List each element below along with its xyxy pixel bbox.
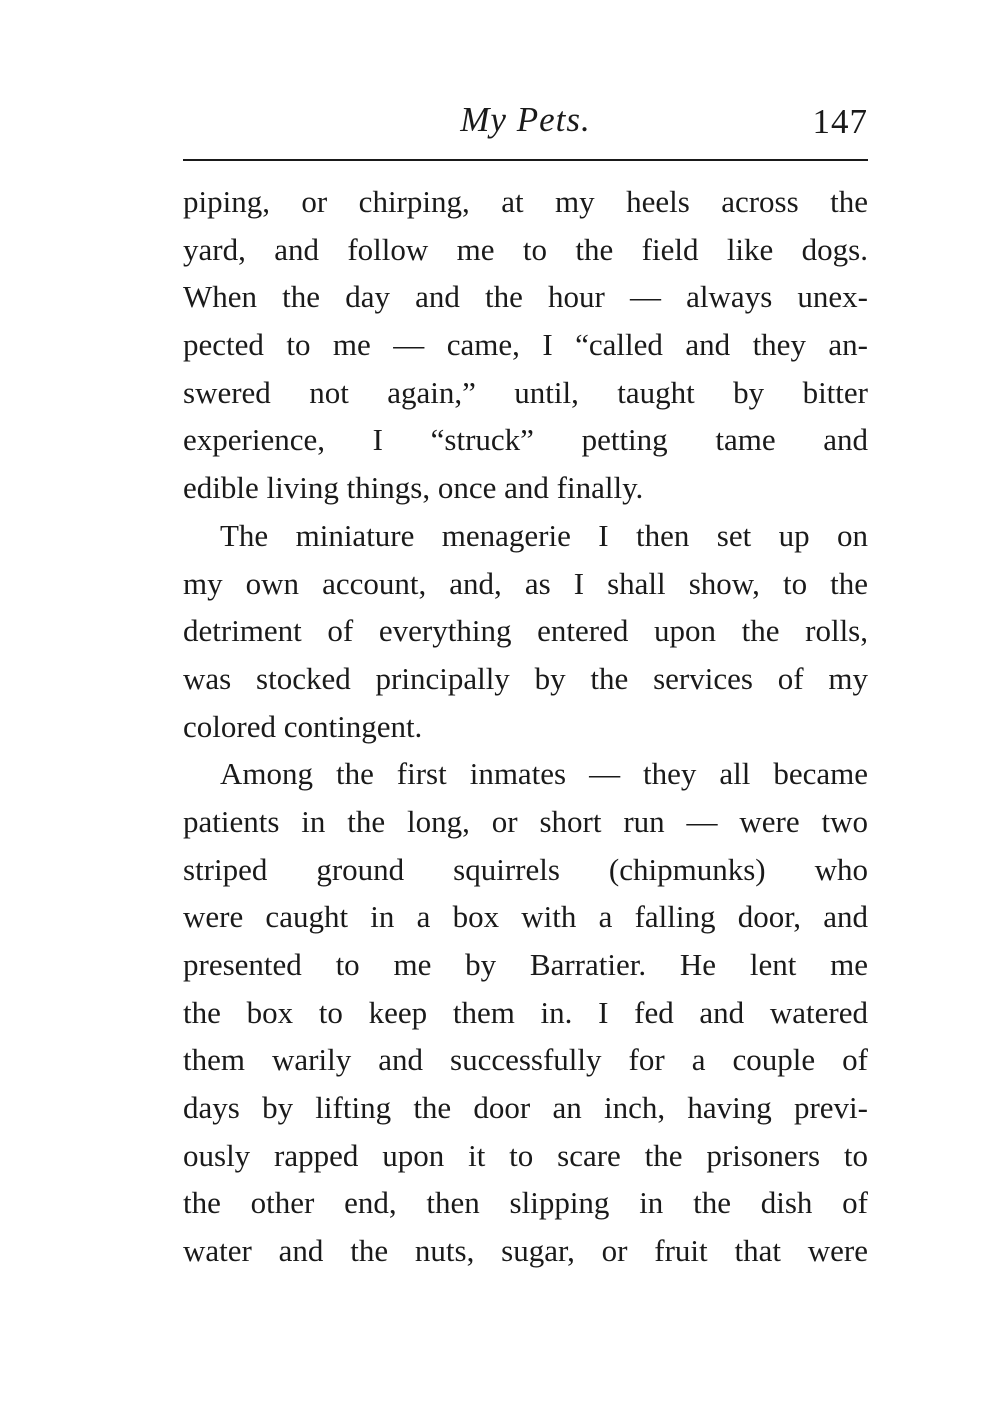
text-line: When the day and the hour — always unex- — [183, 279, 868, 315]
text-line: yard, and follow me to the field like dogs. — [183, 231, 868, 267]
text-line: were caught in a box with a falling door, and — [183, 899, 868, 935]
text-line: Among the first inmates — they all became — [220, 756, 868, 792]
text-line: piping, or chirping, at my heels across the — [183, 184, 868, 219]
text-line: The miniature menagerie I then set up on — [220, 517, 868, 553]
text-line: days by lifting the door an inch, having previ- — [183, 1090, 868, 1126]
text-line: ously rapped upon it to scare the prisoners to — [183, 1137, 868, 1173]
text-line: colored contingent. — [183, 708, 423, 744]
text-line: them warily and successfully for a couple of — [183, 1042, 868, 1078]
text-line: patients in the long, or short run — were two — [183, 803, 868, 839]
text-line: striped ground squirrels (chipmunks) who — [183, 851, 868, 887]
text-line: my own account, and, as I shall show, to the — [183, 565, 868, 601]
text-line: was stocked principally by the services of my — [183, 660, 868, 696]
paragraph-2 — [183, 512, 868, 750]
running-title: My Pets. — [460, 100, 591, 139]
text-line: pected to me — came, I “called and they an- — [183, 327, 868, 363]
text-line: edible living things, once and finally. — [183, 470, 644, 506]
text-line: presented to me by Barratier. He lent me — [183, 947, 868, 982]
body-text — [183, 178, 868, 1275]
header-rule — [183, 159, 868, 161]
text-line: the other end, then slipping in the dish of — [183, 1185, 868, 1221]
page-number: 147 — [812, 102, 868, 141]
running-head — [183, 100, 868, 150]
text-line: water and the nuts, sugar, or fruit that were — [183, 1233, 868, 1269]
paragraph-3 — [183, 750, 868, 1275]
paragraph-1 — [183, 178, 868, 512]
text-line: experience, I “struck” petting tame and — [183, 422, 868, 458]
text-line: swered not again,” until, taught by bitter — [183, 374, 868, 410]
text-line: detriment of everything entered upon the rolls, — [183, 613, 868, 649]
text-line: the box to keep them in. I fed and watered — [183, 994, 868, 1030]
